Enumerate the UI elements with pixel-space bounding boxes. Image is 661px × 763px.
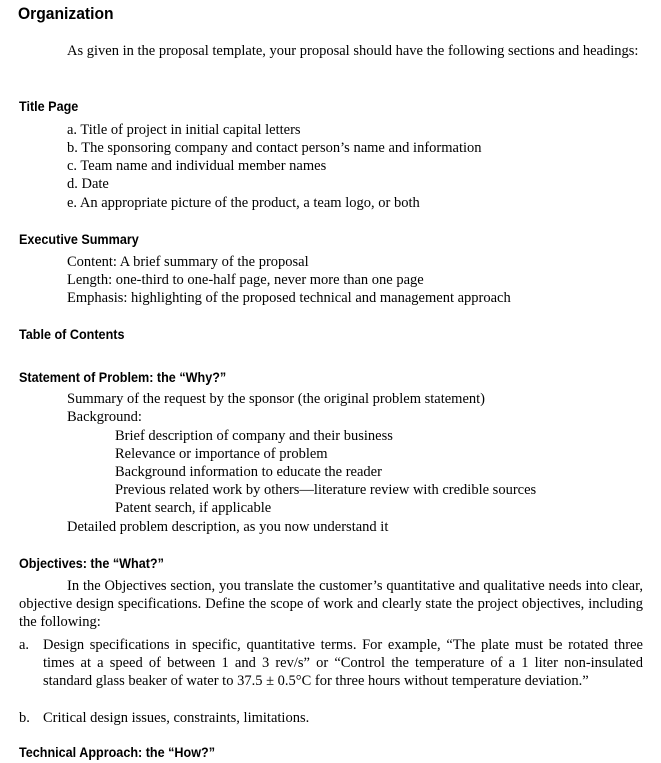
- background-label: Background:: [67, 409, 142, 425]
- summary-line: Content: A brief summary of the proposal: [67, 254, 309, 270]
- list-item: [19, 709, 643, 727]
- background-item: Brief description of company and their business: [115, 428, 393, 444]
- objectives-heading: Objectives: the “What?”: [19, 555, 164, 571]
- list-item: e. An appropriate picture of the product, a team logo, or both: [67, 195, 420, 211]
- background-item: Previous related work by others—literature review with credible sources: [115, 482, 537, 498]
- summary-line: Emphasis: highlighting of the proposed technical and management approach: [67, 290, 511, 306]
- list-item: a. Title of project in initial capital letters: [67, 122, 301, 138]
- technical-approach-heading: Technical Approach: the “How?”: [19, 744, 216, 760]
- list-item: b. The sponsoring company and contact person’s name and information: [67, 140, 482, 156]
- problem-detailed: Detailed problem description, as you now understand it: [67, 519, 389, 535]
- background-item: Background information to educate the reader: [115, 464, 382, 480]
- toc-heading: Table of Contents: [19, 326, 125, 342]
- title-page-heading: Title Page: [19, 98, 79, 114]
- list-item: d. Date: [67, 176, 109, 192]
- list-item-text: Design specifications in specific, quantitative terms. For example, “The plate must be rotated three times at a speed of between 1 and 3 rev/s” or “Control the temperature of a 1 liter non-insulated standard glass beaker of water to 37.5 ± 0.5°C for three hours without temperature deviation.”: [43, 637, 643, 689]
- page-title: Organization: [18, 4, 114, 23]
- background-item: Patent search, if applicable: [115, 500, 272, 516]
- list-item: [19, 636, 643, 690]
- list-item-label: b.: [19, 710, 30, 726]
- list-item-label: a.: [19, 637, 30, 653]
- list-item: c. Team name and individual member names: [67, 158, 327, 174]
- objectives-paragraph: In the Objectives section, you translate the customer’s quantitative and qualitative needs into clear, objective design specifications. Define the scope of work and clearly state the project objectives, including the following:: [19, 578, 643, 630]
- executive-summary-heading: Executive Summary: [19, 231, 139, 247]
- intro-paragraph: As given in the proposal template, your proposal should have the following sections and headings:: [67, 43, 639, 59]
- problem-summary: Summary of the request by the sponsor (the original problem statement): [67, 391, 485, 407]
- background-item: Relevance or importance of problem: [115, 446, 328, 462]
- summary-line: Length: one-third to one-half page, never more than one page: [67, 272, 424, 288]
- list-item-text: Critical design issues, constraints, limitations.: [43, 710, 310, 726]
- problem-heading: Statement of Problem: the “Why?”: [19, 369, 227, 385]
